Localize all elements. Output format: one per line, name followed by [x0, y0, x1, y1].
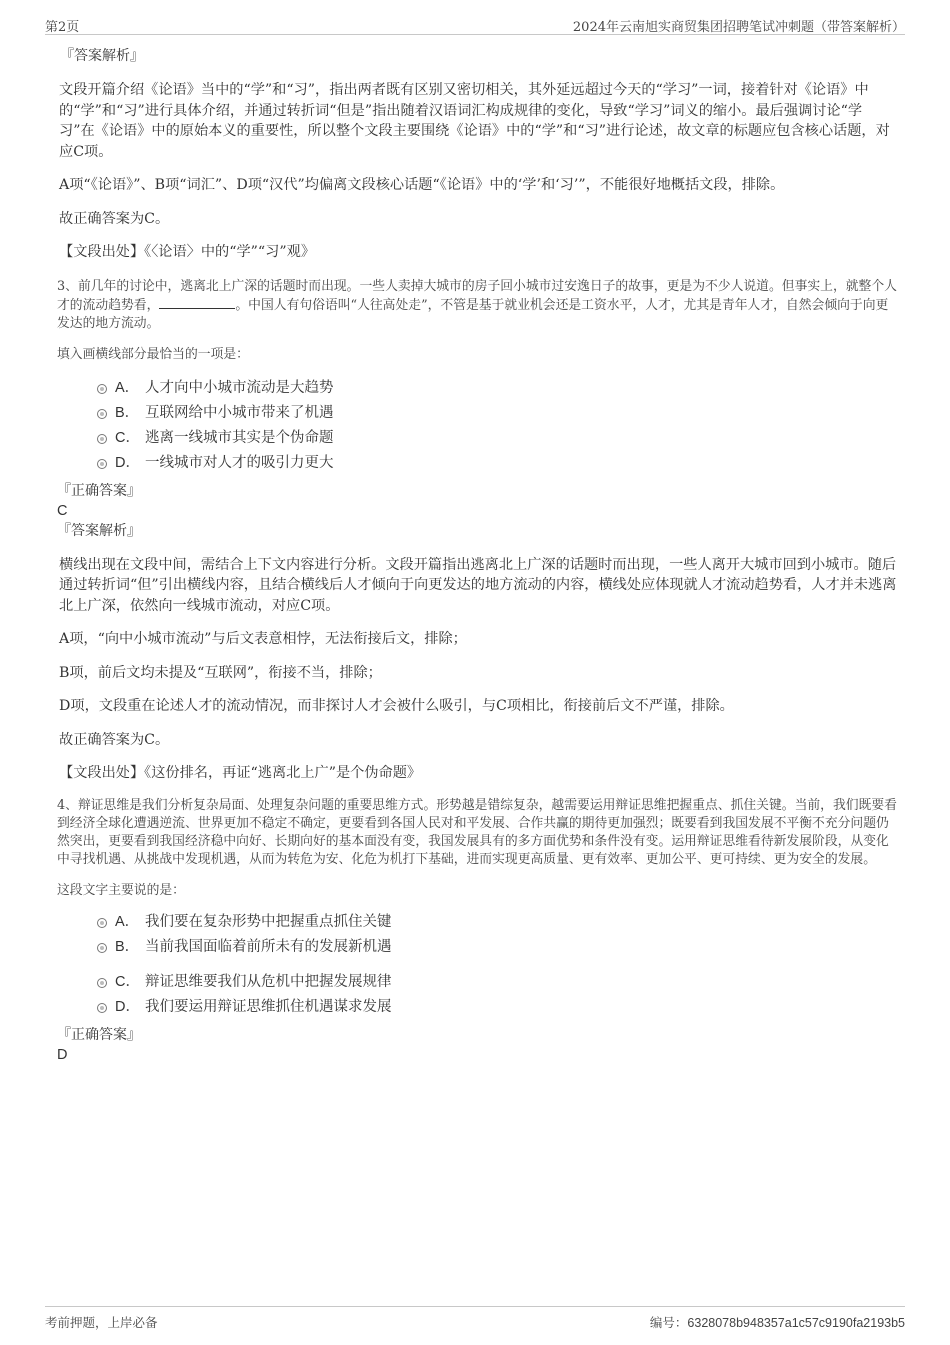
source-note: 【文段出处】《这份排名，再证“逃离北上广”是个伪命题》 — [59, 765, 422, 781]
analysis-paragraph: 故正确答案为C。 — [59, 210, 170, 227]
source-note: 【文段出处】《〈论语〉中的“学”“习”观》 — [59, 244, 316, 260]
page-footer — [45, 1306, 905, 1330]
document-code: 编号：6328078b948357a1c57c9190fa2193b5 — [649, 1315, 905, 1330]
radio-button[interactable] — [97, 459, 107, 469]
option-a[interactable]: A． 我们要在复杂形势中把握重点抓住关键 — [57, 910, 897, 935]
footer-slogan: 考前押题，上岸必备 — [45, 1315, 158, 1330]
radio-button[interactable] — [97, 918, 107, 928]
option-d[interactable]: D． 我们要运用辩证思维抓住机遇谋求发展 — [57, 995, 897, 1020]
fill-blank — [159, 296, 235, 309]
radio-button[interactable] — [97, 409, 107, 419]
option-a[interactable]: A． 人才向中小城市流动是大趋势 — [57, 376, 897, 401]
question-4-prompt: 这段文字主要说的是： — [57, 882, 185, 898]
analysis-paragraph: D项，文段重在论述人才的流动情况，而非探讨人才会被什么吸引，与C项相比，衔接前后文不严谨，排除。 — [59, 698, 734, 714]
radio-button[interactable] — [97, 943, 107, 953]
radio-button[interactable] — [97, 1003, 107, 1013]
question-3-text: 3、前几年的讨论中，逃离北上广深的话题时而出现。一些人卖掉大城市的房子回小城市过安逸日子的故事，更是为不少人说道。但事实上，就整个人才的流动趋势看， 。中国人有句俗语叫“人往高处走”，不管是基于就业机会还是工资水平，人才，尤其是青年人才，自然会倾向于向更发达的地方流动。 — [57, 278, 897, 331]
analysis-paragraph: A项，“向中小城市流动”与后文表意相悖，无法衔接后文，排除； — [59, 631, 467, 647]
analysis-paragraph: 文段开篇介绍《论语》当中的“学”和“习”，指出两者既有区别又密切相关，其外延远超过今天的“学习”一词，接着针对《论语》中的“学”和“习”进行具体介绍，并通过转折词“但是”指出随着汉语词汇构成规律的变化，导致“学习”词义的缩小。最后强调讨论“学习”在《论语》中的原始本义的重要性，所以整个文段主要围绕《论语》中的“学”和“习”进行论述，故文章的标题应包含核心话题，对应C项。 — [59, 82, 890, 160]
radio-button[interactable] — [97, 384, 107, 394]
option-b[interactable]: B． 互联网给中小城市带来了机遇 — [57, 401, 897, 426]
analysis-paragraph: 横线出现在文段中间，需结合上下文内容进行分析。文段开篇指出逃离北上广深的话题时而出现，一些人离开大城市回到小城市。随后通过转折词“但”引出横线内容，且结合横线后人才倾向于向更发达的地方流动的内容，横线处应体现就人才流动趋势看，人才并未逃离北上广深，依然向一线城市流动，对应C项。 — [59, 556, 897, 614]
correct-answer: C — [57, 502, 68, 519]
correct-answer: D — [57, 1046, 68, 1063]
question-3-prompt: 填入画横线部分最恰当的一项是： — [57, 346, 249, 362]
radio-button[interactable] — [97, 434, 107, 444]
question-4-text: 4、辩证思维是我们分析复杂局面、处理复杂问题的重要思维方式。形势越是错综复杂，越需要运用辩证思维把握重点、抓住关键。当前，我们既要看到经济全球化遭遇逆流、世界更加不稳定不确定，更要看到各国人民对和平发展、合作共赢的期待更加强烈；既要看到我国发展不平衡不充分问题仍然突出，更要看到我国经济稳中向好、长期向好的基本面没有变，我国发展具有的多方面优势和条件没有变。运用辩证思维看待新发展阶段，从变化中寻找机遇、从挑战中发现机遇，从而为转危为安、化危为机打下基础，进而实现更高质量、更有效率、更加公平、更可持续、更为安全的发展。 — [57, 797, 897, 867]
correct-answer-marker: 『正确答案』 — [57, 1026, 141, 1043]
option-c[interactable]: C． 辩证思维要我们从危机中把握发展规律 — [57, 970, 897, 995]
question-4-options — [57, 910, 897, 1020]
radio-button[interactable] — [97, 978, 107, 988]
analysis-paragraph: A项“《论语》”、B项“词汇”、D项“汉代”均偏离文段核心话题“《论语》中的‘学’和‘习’”，不能很好地概括文段，排除。 — [59, 177, 785, 193]
page-number: 第2页 — [45, 20, 80, 35]
analysis-marker: 『答案解析』 — [57, 522, 141, 539]
page-header — [45, 14, 905, 35]
correct-answer-marker: 『正确答案』 — [57, 482, 141, 499]
option-b[interactable]: B． 当前我国面临着前所未有的发展新机遇 — [57, 935, 897, 960]
analysis-paragraph: B项，前后文均未提及“互联网”，衔接不当，排除； — [59, 664, 382, 681]
page-content — [57, 44, 897, 1065]
option-c[interactable]: C． 逃离一线城市其实是个伪命题 — [57, 426, 897, 451]
option-d[interactable]: D． 一线城市对人才的吸引力更大 — [57, 451, 897, 476]
question-3-options — [57, 376, 897, 476]
analysis-marker: 『答案解析』 — [60, 48, 144, 64]
document-title: 2024年云南旭实商贸集团招聘笔试冲刺题（带答案解析） — [572, 20, 905, 35]
analysis-paragraph: 故正确答案为C。 — [59, 731, 170, 748]
